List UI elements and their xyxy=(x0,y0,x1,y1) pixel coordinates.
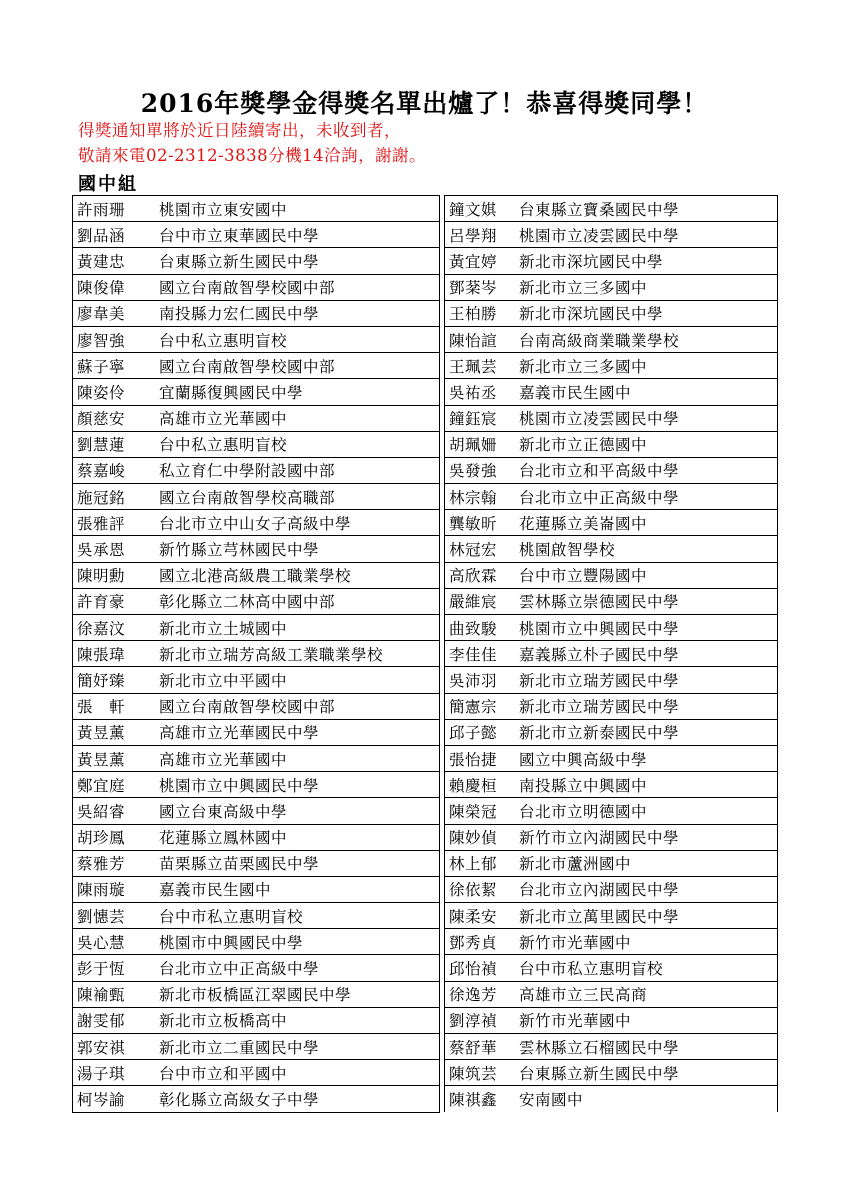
recipient-cell xyxy=(73,1060,440,1086)
recipient-name: 顏慈安 xyxy=(77,410,126,429)
recipient-cell xyxy=(445,457,778,483)
recipient-name: 陳妙偵 xyxy=(449,829,498,848)
recipient-school: 苗栗縣立苗栗國民中學 xyxy=(159,855,320,874)
recipient-school: 台南高級商業職業學校 xyxy=(519,331,680,350)
recipient-name: 徐逸芳 xyxy=(449,986,498,1005)
recipient-name: 謝雯郁 xyxy=(77,1012,126,1031)
table-row xyxy=(445,431,778,457)
recipient-cell xyxy=(73,876,440,902)
recipient-name: 施冠銘 xyxy=(77,488,126,507)
table-row xyxy=(445,850,778,876)
recipient-school: 南投縣力宏仁國民中學 xyxy=(159,305,320,324)
recipient-school: 國立北港高級農工職業學校 xyxy=(159,567,352,586)
recipient-school: 國立台南啟智學校國中部 xyxy=(159,279,336,298)
recipient-school: 新北市深坑國民中學 xyxy=(519,252,664,271)
recipient-cell xyxy=(73,798,440,824)
table-row xyxy=(73,798,440,824)
recipient-school: 新北市立中平國中 xyxy=(159,671,288,690)
recipient-cell xyxy=(445,693,778,719)
recipient-name: 曲致駿 xyxy=(449,619,498,638)
table-row xyxy=(73,588,440,614)
table-row xyxy=(445,353,778,379)
table-row xyxy=(73,1007,440,1033)
recipient-cell xyxy=(445,431,778,457)
recipient-name: 鄧秀貞 xyxy=(449,933,498,952)
recipient-cell xyxy=(445,745,778,771)
recipient-school: 桃園市立凌雲國民中學 xyxy=(519,410,680,429)
table-row xyxy=(73,1060,440,1086)
recipient-school: 新北市板橋區江翠國民中學 xyxy=(159,986,352,1005)
table-row xyxy=(73,693,440,719)
recipient-school: 台中私立惠明盲校 xyxy=(159,331,288,350)
recipient-school: 雲林縣立石榴國民中學 xyxy=(519,1038,680,1057)
recipient-name: 高欣霖 xyxy=(449,567,498,586)
table-row xyxy=(73,929,440,955)
table-row xyxy=(73,903,440,929)
recipient-cell xyxy=(73,615,440,641)
recipient-name: 邱怡禎 xyxy=(449,960,498,979)
recipient-name: 林宗翰 xyxy=(449,488,498,507)
recipient-school: 台中私立惠明盲校 xyxy=(159,436,288,455)
recipient-cell xyxy=(445,1060,778,1086)
table-row xyxy=(445,798,778,824)
recipient-name: 陳雨璇 xyxy=(77,881,126,900)
recipient-cell xyxy=(445,274,778,300)
recipient-school: 台北市立中正高級中學 xyxy=(519,488,680,507)
recipient-name: 賴慶桓 xyxy=(449,776,498,795)
table-row xyxy=(73,196,440,222)
recipient-name: 陳明勳 xyxy=(77,567,126,586)
table-row xyxy=(73,510,440,536)
table-row xyxy=(445,719,778,745)
table-row xyxy=(73,745,440,771)
recipient-cell xyxy=(73,405,440,431)
recipient-school: 桃園市中興國民中學 xyxy=(159,933,304,952)
recipient-name: 劉淳禎 xyxy=(449,1012,498,1031)
recipient-name: 陳榮冠 xyxy=(449,802,498,821)
table-row xyxy=(445,615,778,641)
page-title: 2016年獎學金得獎名單出爐了！恭喜得獎同學！ xyxy=(140,89,709,118)
recipient-cell xyxy=(73,929,440,955)
recipient-school: 彰化縣立高級女子中學 xyxy=(159,1090,320,1109)
recipient-name: 劉憓芸 xyxy=(77,907,126,926)
recipient-cell xyxy=(73,1086,440,1112)
table-row xyxy=(445,405,778,431)
recipient-cell xyxy=(73,772,440,798)
recipient-name: 劉品涵 xyxy=(77,226,126,245)
recipient-cell xyxy=(445,562,778,588)
table-row xyxy=(445,693,778,719)
recipient-cell xyxy=(73,484,440,510)
recipient-cell xyxy=(445,876,778,902)
recipient-school: 新北市立正德國中 xyxy=(519,436,648,455)
recipient-school: 台北市立中山女子高級中學 xyxy=(159,514,352,533)
recipient-name: 呂學翔 xyxy=(449,226,498,245)
table-row xyxy=(445,955,778,981)
recipient-cell xyxy=(73,719,440,745)
recipient-name: 邱子懿 xyxy=(449,724,498,743)
table-row xyxy=(73,484,440,510)
table-row xyxy=(73,719,440,745)
table-row xyxy=(73,667,440,693)
table-row xyxy=(73,850,440,876)
recipient-school: 嘉義市民生國中 xyxy=(519,383,632,402)
award-table-left xyxy=(72,195,440,1113)
recipient-cell xyxy=(445,641,778,667)
recipient-name: 陳柔安 xyxy=(449,907,498,926)
recipient-name: 陳褕甄 xyxy=(77,986,126,1005)
recipient-cell xyxy=(73,955,440,981)
recipient-cell xyxy=(445,588,778,614)
table-row xyxy=(73,562,440,588)
recipient-name: 嚴維宸 xyxy=(449,593,498,612)
recipient-cell xyxy=(73,379,440,405)
table-row xyxy=(73,300,440,326)
recipient-school: 高雄市立光華國中 xyxy=(159,410,288,429)
recipient-school: 南投縣立中興國中 xyxy=(519,776,648,795)
table-row xyxy=(445,484,778,510)
recipient-cell xyxy=(73,274,440,300)
notice-line-1: 得獎通知單將於近日陸續寄出，未收到者， xyxy=(78,121,401,140)
recipient-cell xyxy=(73,1034,440,1060)
table-row xyxy=(445,929,778,955)
recipient-school: 新北市立新泰國民中學 xyxy=(519,724,680,743)
table-row xyxy=(73,824,440,850)
recipient-cell xyxy=(445,929,778,955)
recipient-cell xyxy=(73,431,440,457)
recipient-school: 新北市立土城國中 xyxy=(159,619,288,638)
recipient-school: 嘉義縣立朴子國民中學 xyxy=(519,645,680,664)
recipient-cell xyxy=(73,562,440,588)
recipient-cell xyxy=(445,798,778,824)
recipient-school: 台北市立明德國中 xyxy=(519,802,648,821)
recipient-school: 台北市立內湖國民中學 xyxy=(519,881,680,900)
recipient-name: 陳張瑋 xyxy=(77,645,126,664)
recipient-school: 花蓮縣立美崙國中 xyxy=(519,514,648,533)
recipient-cell xyxy=(445,222,778,248)
recipient-school: 桃園市立凌雲國民中學 xyxy=(519,226,680,245)
recipient-school: 台中市立東華國民中學 xyxy=(159,226,320,245)
table-row xyxy=(445,876,778,902)
recipient-name: 陳怡諠 xyxy=(449,331,498,350)
recipient-name: 張怡捷 xyxy=(449,750,498,769)
recipient-cell xyxy=(73,745,440,771)
recipient-school: 國立台南啟智學校國中部 xyxy=(159,357,336,376)
recipient-name: 蔡雅芳 xyxy=(77,855,126,874)
recipient-name: 黃昱薰 xyxy=(77,724,126,743)
recipient-school: 花蓮縣立鳳林國中 xyxy=(159,829,288,848)
recipient-name: 陳筑芸 xyxy=(449,1064,498,1083)
table-row xyxy=(445,1086,778,1112)
recipient-school: 國立台南啟智學校高職部 xyxy=(159,488,336,507)
recipient-name: 黃建忠 xyxy=(77,252,126,271)
recipient-cell xyxy=(73,641,440,667)
recipient-school: 雲林縣立崇德國民中學 xyxy=(519,593,680,612)
table-row xyxy=(445,1007,778,1033)
recipient-school: 宜蘭縣復興國民中學 xyxy=(159,383,304,402)
recipient-school: 國立台東高級中學 xyxy=(159,802,288,821)
recipient-cell xyxy=(445,353,778,379)
recipient-name: 蘇子寧 xyxy=(77,357,126,376)
recipient-school: 桃園啟智學校 xyxy=(519,541,616,560)
table-row xyxy=(73,248,440,274)
recipient-school: 新北市立瑞芳國民中學 xyxy=(519,671,680,690)
recipient-name: 林冠宏 xyxy=(449,541,498,560)
recipient-name: 王柏勝 xyxy=(449,305,498,324)
recipient-school: 台中市立和平國中 xyxy=(159,1064,288,1083)
recipient-name: 吳沛羽 xyxy=(449,671,498,690)
recipient-cell xyxy=(73,1007,440,1033)
recipient-cell xyxy=(73,248,440,274)
recipient-cell xyxy=(73,326,440,352)
recipient-name: 張雅評 xyxy=(77,514,126,533)
recipient-cell xyxy=(73,222,440,248)
recipient-school: 台東縣立寶桑國民中學 xyxy=(519,200,680,219)
recipient-name: 蔡舒華 xyxy=(449,1038,498,1057)
recipient-name: 廖智強 xyxy=(77,331,126,350)
notice-line-2: 敬請來電02-2312-3838分機14洽詢，謝謝。 xyxy=(78,146,427,165)
table-row xyxy=(445,222,778,248)
recipient-school: 新竹縣立芎林國民中學 xyxy=(159,541,320,560)
recipient-name: 黃宜婷 xyxy=(449,252,498,271)
recipient-cell xyxy=(73,981,440,1007)
recipient-cell xyxy=(445,484,778,510)
recipient-name: 湯子琪 xyxy=(77,1064,126,1083)
table-row xyxy=(445,248,778,274)
table-row xyxy=(73,431,440,457)
table-row xyxy=(73,222,440,248)
table-row xyxy=(445,641,778,667)
section-title: 國中組 xyxy=(78,174,138,195)
recipient-name: 黃昱薰 xyxy=(77,750,126,769)
table-row xyxy=(73,457,440,483)
recipient-name: 鄧棻岑 xyxy=(449,279,498,298)
recipient-cell xyxy=(445,824,778,850)
table-row xyxy=(73,772,440,798)
recipient-name: 吳祐丞 xyxy=(449,383,498,402)
recipient-cell xyxy=(445,248,778,274)
recipient-name: 蔡嘉峻 xyxy=(77,462,126,481)
recipient-name: 徐依絜 xyxy=(449,881,498,900)
recipient-cell xyxy=(73,457,440,483)
recipient-cell xyxy=(73,510,440,536)
recipient-name: 陳俊偉 xyxy=(77,279,126,298)
table-row xyxy=(445,772,778,798)
recipient-school: 國立中興高級中學 xyxy=(519,750,648,769)
recipient-cell xyxy=(445,536,778,562)
recipient-name: 吳發強 xyxy=(449,462,498,481)
recipient-school: 新北市立板橋高中 xyxy=(159,1012,288,1031)
recipient-cell xyxy=(73,300,440,326)
table-row xyxy=(445,326,778,352)
recipient-cell xyxy=(445,850,778,876)
recipient-name: 徐嘉汶 xyxy=(77,619,126,638)
recipient-school: 新北市立三多國中 xyxy=(519,279,648,298)
recipient-name: 王珮芸 xyxy=(449,357,498,376)
recipient-name: 胡珮姍 xyxy=(449,436,498,455)
recipient-name: 鐘鈺宸 xyxy=(449,410,498,429)
recipient-school: 桃園市立中興國民中學 xyxy=(159,776,320,795)
recipient-school: 台中市立豐陽國中 xyxy=(519,567,648,586)
recipient-school: 新北市立三多國中 xyxy=(519,357,648,376)
recipient-school: 新北市立二重國民中學 xyxy=(159,1038,320,1057)
recipient-school: 高雄市立光華國民中學 xyxy=(159,724,320,743)
table-row xyxy=(445,667,778,693)
recipient-cell xyxy=(73,850,440,876)
recipient-school: 新竹市光華國中 xyxy=(519,933,632,952)
recipient-school: 桃園市立東安國中 xyxy=(159,200,288,219)
recipient-name: 吳心慧 xyxy=(77,933,126,952)
table-row xyxy=(73,981,440,1007)
table-row xyxy=(445,379,778,405)
recipient-name: 許育豪 xyxy=(77,593,126,612)
recipient-cell xyxy=(445,615,778,641)
table-row xyxy=(73,353,440,379)
recipient-cell xyxy=(445,196,778,222)
recipient-cell xyxy=(445,300,778,326)
table-row xyxy=(73,536,440,562)
table-row xyxy=(445,588,778,614)
recipient-school: 台東縣立新生國民中學 xyxy=(159,252,320,271)
recipient-cell xyxy=(445,1007,778,1033)
recipient-school: 彰化縣立二林高中國中部 xyxy=(159,593,336,612)
recipient-name: 陳祺鑫 xyxy=(449,1091,498,1110)
recipient-name: 柯岑諭 xyxy=(77,1090,126,1109)
recipient-name: 許雨珊 xyxy=(77,200,126,219)
table-row xyxy=(445,1034,778,1060)
table-row xyxy=(73,1034,440,1060)
recipient-cell xyxy=(73,353,440,379)
table-row xyxy=(445,562,778,588)
recipient-cell xyxy=(445,903,778,929)
recipient-name: 郭安祺 xyxy=(77,1038,126,1057)
award-table-right xyxy=(444,195,778,1112)
recipient-school: 新北市立瑞芳高級工業職業學校 xyxy=(159,645,384,664)
recipient-cell xyxy=(445,1086,778,1112)
recipient-cell xyxy=(73,824,440,850)
recipient-cell xyxy=(445,379,778,405)
table-row xyxy=(445,1060,778,1086)
recipient-cell xyxy=(73,693,440,719)
recipient-cell xyxy=(73,667,440,693)
table-row xyxy=(445,274,778,300)
recipient-cell xyxy=(445,772,778,798)
recipient-name: 吳紹睿 xyxy=(77,802,126,821)
recipient-school: 新竹市光華國中 xyxy=(519,1012,632,1031)
table-row xyxy=(73,1086,440,1112)
table-row xyxy=(445,903,778,929)
recipient-school: 新北市立瑞芳國民中學 xyxy=(519,698,680,717)
recipient-name: 鐘文娸 xyxy=(449,200,498,219)
table-row xyxy=(73,641,440,667)
recipient-name: 彭于恆 xyxy=(77,960,126,979)
table-row xyxy=(445,536,778,562)
recipient-school: 高雄市立光華國中 xyxy=(159,750,288,769)
recipient-cell xyxy=(445,510,778,536)
table-row xyxy=(445,745,778,771)
award-list xyxy=(72,195,778,1114)
recipient-cell xyxy=(73,196,440,222)
table-row xyxy=(73,274,440,300)
recipient-cell xyxy=(445,981,778,1007)
recipient-name: 陳姿伶 xyxy=(77,383,126,402)
table-row xyxy=(445,824,778,850)
recipient-name: 張 軒 xyxy=(77,698,126,717)
table-row xyxy=(73,405,440,431)
table-row xyxy=(445,981,778,1007)
recipient-school: 嘉義市民生國中 xyxy=(159,881,272,900)
recipient-name: 李佳佳 xyxy=(449,645,498,664)
recipient-school: 台北市立中正高級中學 xyxy=(159,960,320,979)
notice-text xyxy=(78,118,426,168)
recipient-school: 新北市立萬里國民中學 xyxy=(519,907,680,926)
recipient-school: 高雄市立三民高商 xyxy=(519,986,648,1005)
recipient-school: 私立育仁中學附設國中部 xyxy=(159,462,336,481)
recipient-name: 胡珍鳳 xyxy=(77,829,126,848)
recipient-school: 台東縣立新生國民中學 xyxy=(519,1064,680,1083)
recipient-name: 簡妤臻 xyxy=(77,671,126,690)
table-row xyxy=(73,615,440,641)
table-row xyxy=(73,955,440,981)
recipient-cell xyxy=(445,1034,778,1060)
recipient-school: 台中市私立惠明盲校 xyxy=(159,907,304,926)
table-row xyxy=(445,457,778,483)
table-row xyxy=(73,379,440,405)
recipient-cell xyxy=(445,405,778,431)
recipient-school: 國立台南啟智學校國中部 xyxy=(159,698,336,717)
table-row xyxy=(445,196,778,222)
recipient-school: 台中市私立惠明盲校 xyxy=(519,960,664,979)
recipient-name: 龔敏昕 xyxy=(449,514,498,533)
table-row xyxy=(445,510,778,536)
recipient-school: 新北市深坑國民中學 xyxy=(519,305,664,324)
recipient-cell xyxy=(73,903,440,929)
recipient-cell xyxy=(73,536,440,562)
recipient-school: 新竹市立內湖國民中學 xyxy=(519,829,680,848)
recipient-school: 新北市蘆洲國中 xyxy=(519,855,632,874)
recipient-school: 安南國中 xyxy=(519,1091,584,1110)
recipient-name: 鄭宜庭 xyxy=(77,776,126,795)
recipient-cell xyxy=(445,326,778,352)
table-row xyxy=(73,326,440,352)
recipient-cell xyxy=(73,588,440,614)
recipient-school: 台北市立和平高級中學 xyxy=(519,462,680,481)
recipient-name: 劉慧蓮 xyxy=(77,436,126,455)
recipient-cell xyxy=(445,667,778,693)
table-row xyxy=(445,300,778,326)
recipient-name: 廖韋美 xyxy=(77,305,126,324)
table-row xyxy=(73,876,440,902)
recipient-name: 林上郁 xyxy=(449,855,498,874)
recipient-name: 簡憲宗 xyxy=(449,698,498,717)
recipient-cell xyxy=(445,719,778,745)
recipient-name: 吳承恩 xyxy=(77,541,126,560)
recipient-cell xyxy=(445,955,778,981)
recipient-school: 桃園市立中興國民中學 xyxy=(519,619,680,638)
